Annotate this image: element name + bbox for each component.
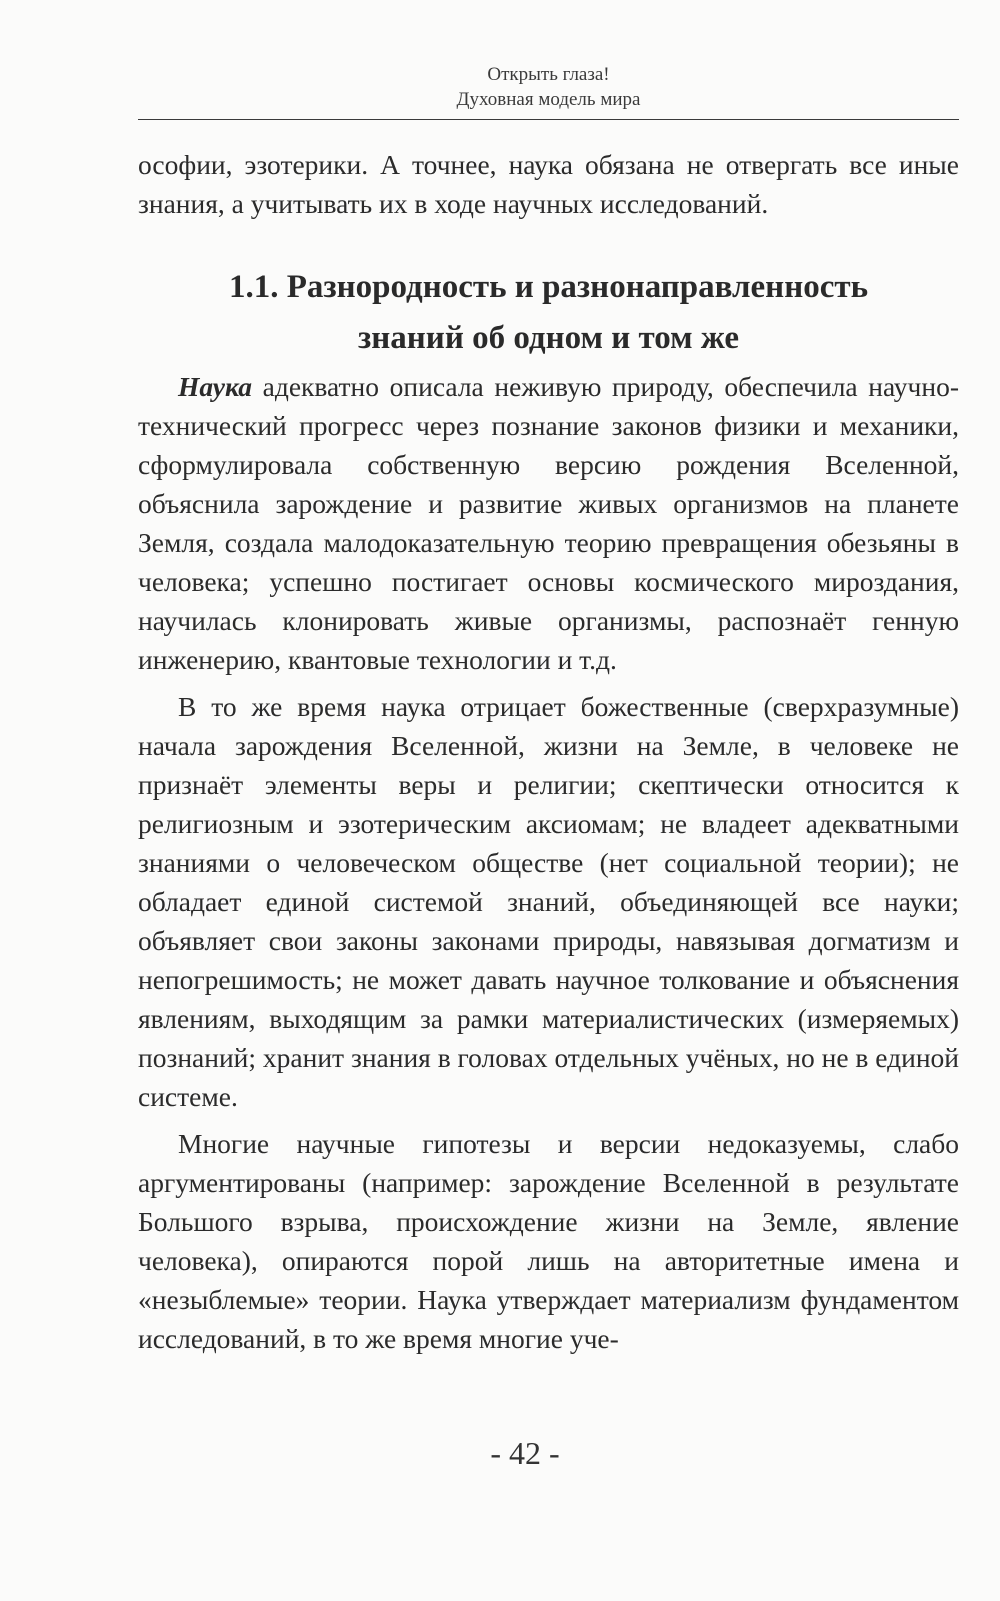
page-number: - 42 - — [490, 1435, 560, 1471]
paragraph-2: В то же время наука отрицает божественные (сверхразумные) начала зарождения Вселенной, жизни на Земле, в человеке не признаёт элементы веры и религии; скептически относится к религиозным и эзотерическим аксиомам; не владеет адекватными знаниями о человеческом обществе (нет социальной теории); не обладает единой системой знаний, объединяющей все науки; объявляет свои законы законами природы, навязывая догматизм и непогрешимость; не может давать научное толкование и объяснения явлениям, выходящим за рамки материалистических (измеряемых) познаний; хранит знания в головах отдельных учёных, но не в единой системе. — [138, 691, 959, 1112]
paragraph-3: Многие научные гипотезы и версии недоказуемы, слабо аргументированы (например: зарождение Вселенной в результате Большого взрыва, происхождение жизни на Земле, явление человека), опираются порой лишь на авторитетные имена и «незыблемые» теории. Наука утверждает материализм фундаментом исследований, в то же время многие уче- — [138, 1128, 959, 1354]
section-heading — [138, 262, 959, 364]
section-heading-line-1: 1.1. Разнородность и разнонаправленность — [228, 269, 869, 305]
continuation-paragraph — [138, 145, 959, 223]
running-header — [138, 62, 959, 112]
paragraph-1 — [138, 367, 959, 679]
paragraph-1-text: адекватно описала неживую природу, обеспечила научно-технический прогресс через познание законов физики и механики, сформулировала собственную версию рождения Вселенной, объяснила зарождение и развитие живых организмов на планете Земля, создала малодоказательную теорию превращения обезьяны в человека; успешно постигает основы космического мироздания, научилась клонировать живые организмы, распознаёт генную инженерию, квантовые технологии и т.д. — [138, 371, 959, 675]
paragraph-1-lead-term: Наука — [178, 371, 252, 402]
section-heading-line-2: знаний об одном и том же — [358, 320, 739, 356]
section-body — [138, 367, 959, 1366]
continuation-text: ософии, эзотерики. А точнее, наука обязана не отвергать все иные знания, а учитывать их в ходе научных исследований. — [138, 149, 959, 219]
header-book-title: Открыть глаза! — [487, 64, 610, 85]
header-divider — [138, 119, 959, 120]
header-book-subtitle: Духовная модель мира — [456, 89, 641, 110]
